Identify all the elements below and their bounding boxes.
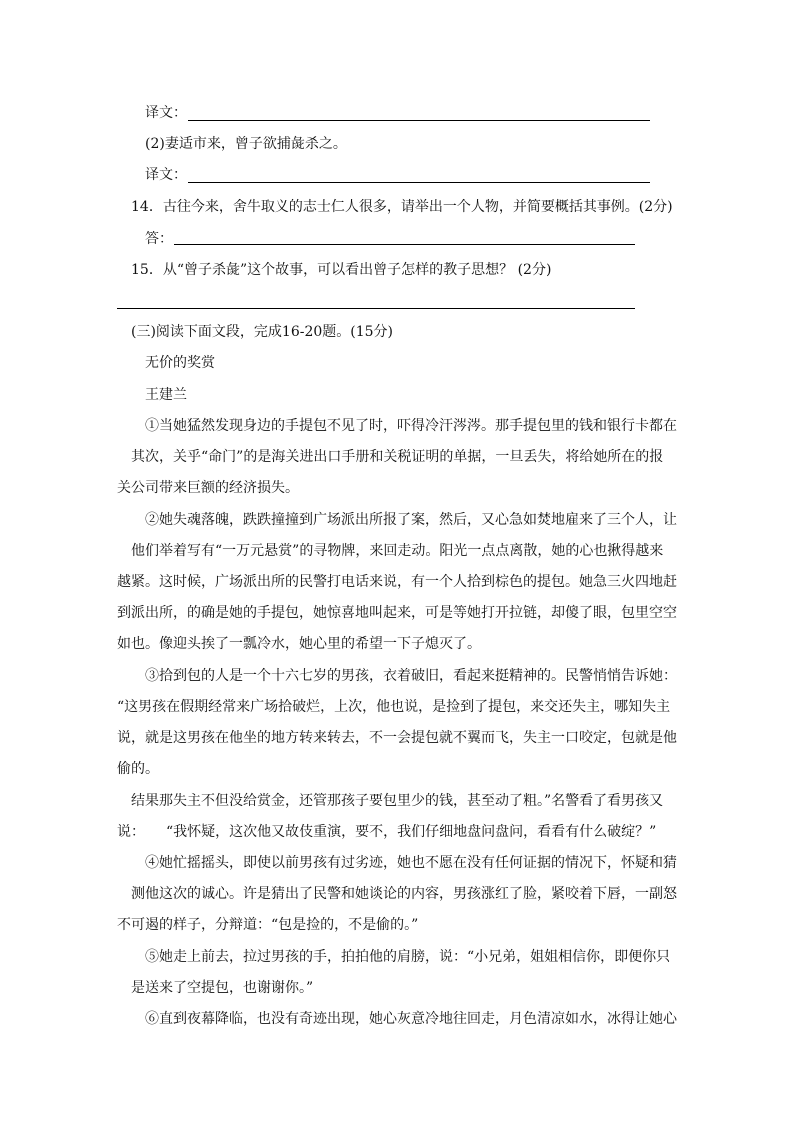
article-line: 他们举着写有“一万元悬赏”的寻物牌，来回走动。阳光一点点离散，她的心也揪得越来 bbox=[131, 543, 664, 559]
article-line: 说，就是这男孩在他坐的地方转来转去，不一会提包就不翼而飞，失主一口咬定，包就是他 bbox=[117, 730, 677, 746]
question-14: 14．古往今来，舍牛取义的志士仁人很多，请举出一个人物，并简要概括其事例。(2分) bbox=[131, 199, 673, 215]
article-line: ②她失魂落魄，跌跌撞撞到广场派出所报了案，然后，又心急如焚地雇来了三个人，让 bbox=[145, 512, 677, 528]
article-line: 是送来了空提包，也谢谢你。” bbox=[131, 980, 314, 996]
article-line: 偷的。 bbox=[117, 761, 159, 777]
q13-item-2: (2)妻适市来，曾子欲捕彘杀之。 bbox=[145, 136, 347, 152]
article-line: 关公司带来巨额的经济损失。 bbox=[117, 480, 299, 496]
answer-blank-line[interactable] bbox=[188, 182, 650, 183]
answer-blank-line[interactable] bbox=[117, 308, 635, 309]
article-line: “这男孩在假期经常来广场拾破烂，上次，他也说，是捡到了提包，来交还失主，哪知失主 bbox=[117, 699, 671, 715]
article-line: ③拾到包的人是一个十六七岁的男孩，衣着破旧，看起来挺精神的。民警悄悄告诉她： bbox=[145, 668, 677, 684]
answer-blank-line[interactable] bbox=[174, 244, 635, 245]
article-line: 如也。像迎头挨了一瓢冷水，她心里的希望一下子熄灭了。 bbox=[117, 636, 481, 652]
article-line: 越紧。这时候，广场派出所的民警打电话来说，有一个人拾到棕色的提包。她急三火四地赶 bbox=[117, 574, 677, 590]
answer-blank-line[interactable] bbox=[188, 120, 650, 121]
question-15: 15．从“曾子杀彘”这个故事，可以看出曾子怎样的教子思想？ (2分) bbox=[131, 262, 552, 278]
article-author: 王建兰 bbox=[145, 387, 187, 403]
article-line: 测他这次的诚心。许是猜出了民警和她谈论的内容，男孩涨红了脸，紧咬着下唇，一副怒 bbox=[131, 886, 677, 902]
article-line: 其次，关乎“命门”的是海关进出口手册和关税证明的单据，一旦丢失，将给她所在的报 bbox=[131, 449, 664, 465]
article-line: 结果那失主不但没给赏金，还管那孩子要包里少的钱，甚至动了粗。”名警看了看男孩又 bbox=[131, 793, 664, 809]
q13-answer-label-1: 译文： bbox=[145, 105, 187, 121]
article-line: ⑤她走上前去，拉过男孩的手，拍拍他的肩膀，说：“小兄弟，姐姐相信你，即便你只 bbox=[145, 949, 671, 965]
q13-answer-label-2: 译文： bbox=[145, 167, 187, 183]
article-line: ⑥直到夜幕降临，也没有奇迹出现，她心灰意冷地往回走，月色清凉如水，冰得让她心 bbox=[145, 1011, 677, 1027]
article-line: ④她忙摇摇头，即使以前男孩有过劣迹，她也不愿在没有任何证据的情况下，怀疑和猜 bbox=[145, 855, 677, 871]
q14-answer-label: 答： bbox=[145, 231, 173, 247]
article-title: 无价的奖赏 bbox=[145, 355, 215, 371]
article-line: 说： “我怀疑，这次他又故伎重演，要不，我们仔细地盘问盘问，看看有什么破绽？” bbox=[117, 824, 657, 840]
article-line: 到派出所，的确是她的手提包，她惊喜地叫起来，可是等她打开拉链，却傻了眼，包里空空 bbox=[117, 605, 677, 621]
article-line: 不可遏的样子，分辩道：“包是捡的，不是偷的。” bbox=[117, 917, 419, 933]
article-line: ①当她猛然发现身边的手提包不见了时，吓得冷汗涔涔。那手提包里的钱和银行卡都在 bbox=[145, 418, 677, 434]
section-3-heading: (三)阅读下面文段，完成16-20题。(15分) bbox=[131, 324, 394, 340]
